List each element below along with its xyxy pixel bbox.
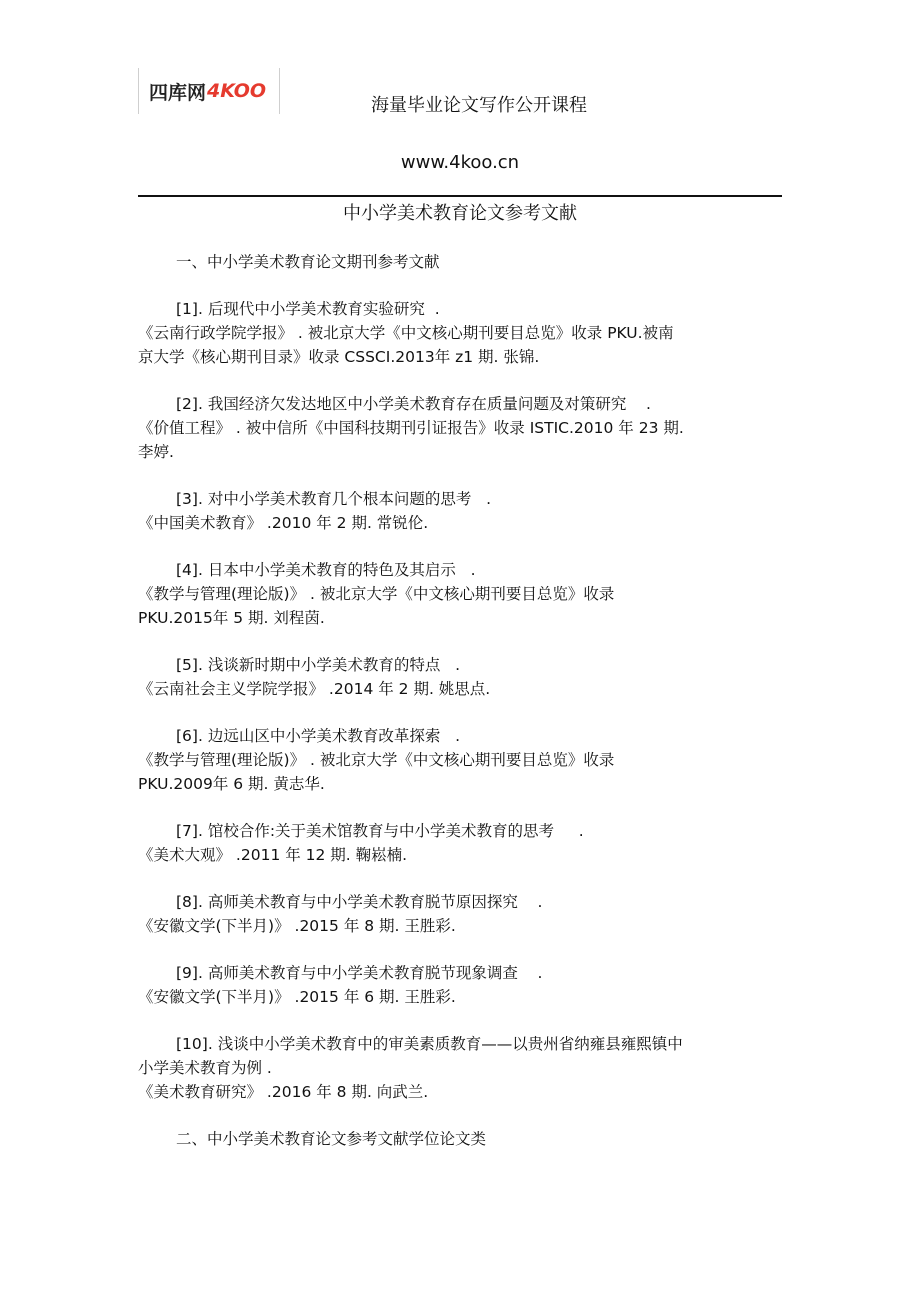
reference-number: [8]. (176, 893, 203, 911)
reference-title: [6]. 边远山区中小学美术教育改革探索 . (176, 727, 461, 745)
reference-title: [7]. 馆校合作:关于美术馆教育与中小学美术教育的思考 . (176, 822, 584, 840)
reference-number: [9]. (176, 964, 203, 982)
reference-number: [7]. (176, 822, 203, 840)
reference-title: [4]. 日本中小学美术教育的特色及其启示 . (176, 561, 476, 579)
reference-title-text: 浅谈新时期中小学美术教育的特点 (207, 656, 441, 674)
reference-title-text: 对中小学美术教育几个根本问题的思考 (207, 490, 472, 508)
reference-title: [8]. 高师美术教育与中小学美术教育脱节原因探究 . (176, 893, 543, 911)
reference-source: 《云南行政学院学报》 . 被北京大学《中文核心期刊要目总览》收录 PKU.被南 (138, 324, 674, 342)
reference-number: [5]. (176, 656, 203, 674)
reference-title-text: 浅谈中小学美术教育中的审美素质教育——以贵州省纳雍县雍熙镇中 (217, 1035, 683, 1053)
reference-title-text: 日本中小学美术教育的特色及其启示 (207, 561, 456, 579)
logo-text-en: 4KOO (207, 80, 267, 102)
reference-source: 《教学与管理(理论版)》 . 被北京大学《中文核心期刊要目总览》收录 (138, 751, 615, 769)
reference-title-continued: 小学美术教育为例 . (138, 1059, 272, 1077)
reference-number: [1]. (176, 300, 203, 318)
header-divider (138, 195, 782, 197)
reference-title-text: 边远山区中小学美术教育改革探索 (207, 727, 441, 745)
document-body (138, 250, 788, 1151)
reference-title-text: 高师美术教育与中小学美术教育脱节原因探究 (207, 893, 518, 911)
reference-source: 《中国美术教育》 .2010 年 2 期. 常锐伦. (138, 514, 429, 532)
reference-source: 李婷. (138, 443, 174, 461)
header-tagline: 海量毕业论文写作公开课程 (371, 95, 587, 116)
reference-source: 《安徽文学(下半月)》 .2015 年 8 期. 王胜彩. (138, 917, 456, 935)
reference-title (138, 1032, 788, 1056)
reference-title: [9]. 高师美术教育与中小学美术教育脱节现象调查 . (176, 964, 543, 982)
reference-source: 《安徽文学(下半月)》 .2015 年 6 期. 王胜彩. (138, 988, 456, 1006)
reference-number: [4]. (176, 561, 203, 579)
header-url: www.4koo.cn (400, 152, 520, 173)
reference-source: 《美术教育研究》 .2016 年 8 期. 向武兰. (138, 1083, 429, 1101)
reference-source: PKU.2015年 5 期. 刘程茵. (138, 609, 325, 627)
reference-source: 《价值工程》 . 被中信所《中国科技期刊引证报告》收录 ISTIC.2010 年 23 期. (138, 419, 684, 437)
reference-source: 《美术大观》 .2011 年 12 期. 鞠崧楠. (138, 846, 408, 864)
reference-title-text: 我国经济欠发达地区中小学美术教育存在质量问题及对策研究 (207, 395, 627, 413)
reference-source: 京大学《核心期刊目录》收录 CSSCI.2013年 z1 期. 张锦. (138, 348, 540, 366)
reference-number: [3]. (176, 490, 203, 508)
section-heading: 一、中小学美术教育论文期刊参考文献 (176, 253, 440, 271)
reference-title: [3]. 对中小学美术教育几个根本问题的思考 . (176, 490, 492, 508)
reference-number: [10]. (176, 1035, 213, 1053)
logo-text-cn: 四库网 (149, 81, 207, 104)
reference-source: 《教学与管理(理论版)》 . 被北京大学《中文核心期刊要目总览》收录 (138, 585, 615, 603)
reference-source: 《云南社会主义学院学报》 .2014 年 2 期. 姚思点. (138, 680, 491, 698)
reference-title: [2]. 我国经济欠发达地区中小学美术教育存在质量问题及对策研究 . (176, 395, 651, 413)
reference-source: PKU.2009年 6 期. 黄志华. (138, 775, 325, 793)
document-title: 中小学美术教育论文参考文献 (343, 203, 577, 224)
reference-title-text: 高师美术教育与中小学美术教育脱节现象调查 (207, 964, 518, 982)
reference-title: [5]. 浅谈新时期中小学美术教育的特点 . (176, 656, 461, 674)
reference-number: [2]. (176, 395, 203, 413)
reference-title-text: 馆校合作:关于美术馆教育与中小学美术教育的思考 (207, 822, 555, 840)
section-heading: 二、中小学美术教育论文参考文献学位论文类 (176, 1130, 487, 1148)
reference-title: [1]. 后现代中小学美术教育实验研究 . (176, 300, 440, 318)
reference-title-text: 后现代中小学美术教育实验研究 (207, 300, 425, 318)
reference-number: [6]. (176, 727, 203, 745)
